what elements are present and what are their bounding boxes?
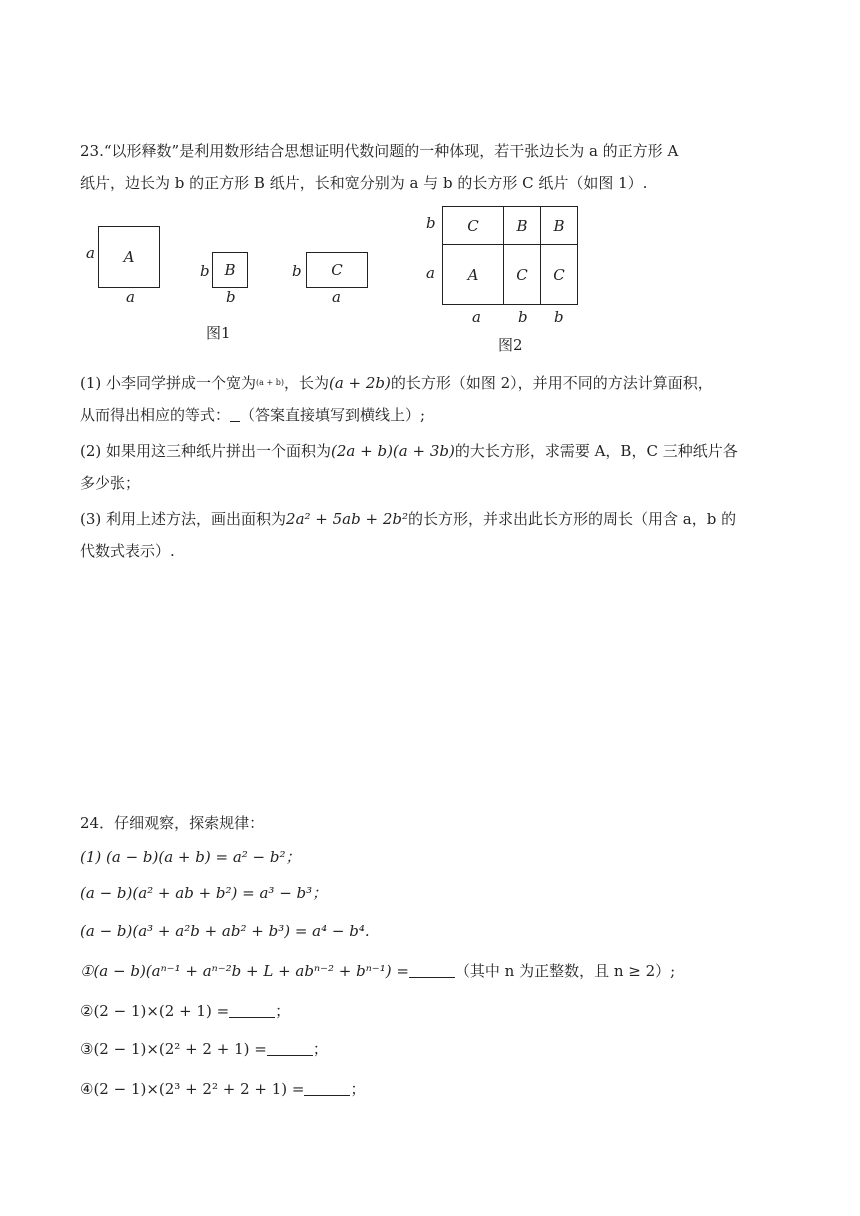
fig2-cell: A xyxy=(443,245,504,305)
fig2-grid xyxy=(442,206,578,305)
fig2-cell: C xyxy=(443,207,504,245)
q24-item-3 xyxy=(80,1038,328,1060)
q24-item-1-note: （其中 n 为正整数，且 n ≥ 2）; xyxy=(454,962,676,980)
q23-part2-expression: (2a + b)(a + 3b) xyxy=(331,442,455,460)
q24-separator: ； xyxy=(350,1080,366,1098)
q23-part1-text: 的长方形（如图 2），并用不同的方法计算面积， xyxy=(390,374,713,392)
figure-1 xyxy=(80,222,380,352)
q24-item-4 xyxy=(80,1078,365,1100)
q24-equation-2: (a − b)(a² + ab + b²) = a³ − b³； xyxy=(80,884,328,902)
fig1-square-b-label: B xyxy=(224,261,236,279)
q23-part1-width: (a + b) xyxy=(256,378,284,387)
answer-blank[interactable] xyxy=(409,963,455,978)
q24-equation-3: (a − b)(a³ + a²b + ab² + b³) = a⁴ − b⁴. xyxy=(80,922,370,940)
fig1-square-a-side-bottom: a xyxy=(126,288,135,306)
answer-blank[interactable] xyxy=(304,1081,350,1096)
fig2-col-label: b xyxy=(554,308,564,326)
q23-part3-line-2: 代数式表示）. xyxy=(80,542,175,560)
fig2-row-label-b: b xyxy=(426,214,436,232)
q24-separator: ； xyxy=(275,1002,291,1020)
fig2-col-label: b xyxy=(518,308,528,326)
fig2-caption: 图2 xyxy=(498,336,523,354)
fig1-square-b-side-bottom: b xyxy=(226,288,236,306)
fig1-square-a xyxy=(98,226,160,288)
q24-title: 24．仔细观察，探索规律： xyxy=(80,814,265,832)
fig1-square-a-side-left: a xyxy=(86,244,95,262)
q24-item-1 xyxy=(80,960,675,982)
q23-part3-expression: 2a² + 5ab + 2b² xyxy=(286,510,408,528)
fig2-cell: C xyxy=(541,245,578,305)
figure-2 xyxy=(424,204,594,360)
fig1-rect-c-side-bottom: a xyxy=(332,288,341,306)
q23-part2-text: 的大长方形，求需要 A，B，C 三种纸片各 xyxy=(454,442,738,460)
fig1-square-a-label: A xyxy=(123,248,135,266)
fig1-caption: 图1 xyxy=(206,324,231,342)
fig1-square-b-side-left: b xyxy=(200,262,210,280)
q23-part1-text: 从而得出相应的等式： xyxy=(80,406,231,424)
q23-intro-line-2: 纸片，边长为 b 的正方形 B 纸片，长和宽分别为 a 与 b 的长方形 C 纸片（如图 1）. xyxy=(80,174,648,192)
fig2-cell: B xyxy=(504,207,541,245)
fig1-rect-c xyxy=(306,252,368,288)
q23-intro-line-1: 23.“以形释数”是利用数形结合思想证明代数问题的一种体现，若干张边长为 a 的正方形 A xyxy=(80,142,679,160)
answer-blank[interactable] xyxy=(267,1041,313,1056)
q23-part1-line-2 xyxy=(80,404,425,426)
q23-part2-line-2: 多少张； xyxy=(80,474,141,492)
q23-part3-line-1 xyxy=(80,508,736,530)
q24-separator: ； xyxy=(312,1040,328,1058)
fig2-col-label: a xyxy=(472,308,481,326)
fig2-cell: C xyxy=(504,245,541,305)
q24-item-2-expression: ②(2 − 1)×(2 + 1) = xyxy=(80,1002,230,1020)
q23-part3-text: (3) 利用上述方法，画出面积为 xyxy=(80,510,287,528)
fig2-row-label-a: a xyxy=(426,264,435,282)
q24-item-3-expression: ③(2 − 1)×(2² + 2 + 1) = xyxy=(80,1040,267,1058)
q24-equation-1: (1) (a − b)(a + b) = a² − b²； xyxy=(80,848,301,866)
answer-blank[interactable] xyxy=(229,1003,275,1018)
fig1-square-b xyxy=(212,252,248,288)
q23-part3-text: 的长方形，并求出此长方形的周长（用含 a，b 的 xyxy=(408,510,737,528)
q23-part1-length: (a + 2b) xyxy=(328,374,391,392)
q24-item-1-expression: ①(a − b)(aⁿ⁻¹ + aⁿ⁻²b + L + abⁿ⁻² + bⁿ⁻¹) = xyxy=(80,962,409,980)
q23-part2-line-1 xyxy=(80,440,738,462)
answer-blank[interactable] xyxy=(230,407,240,422)
q23-part1-text: ，长为 xyxy=(283,374,329,392)
q23-part1-line-1 xyxy=(80,372,713,394)
q24-item-4-expression: ④(2 − 1)×(2³ + 2² + 2 + 1) = xyxy=(80,1080,305,1098)
fig1-rect-c-side-left: b xyxy=(292,262,302,280)
q23-part2-text: (2) 如果用这三种纸片拼出一个面积为 xyxy=(80,442,332,460)
q24-item-2 xyxy=(80,1000,290,1022)
fig2-cell: B xyxy=(541,207,578,245)
q23-part1-text: （答案直接填写到横线上）; xyxy=(240,406,426,424)
q23-part1-text: (1) 小李同学拼成一个宽为 xyxy=(80,374,257,392)
fig1-rect-c-label: C xyxy=(331,261,343,279)
